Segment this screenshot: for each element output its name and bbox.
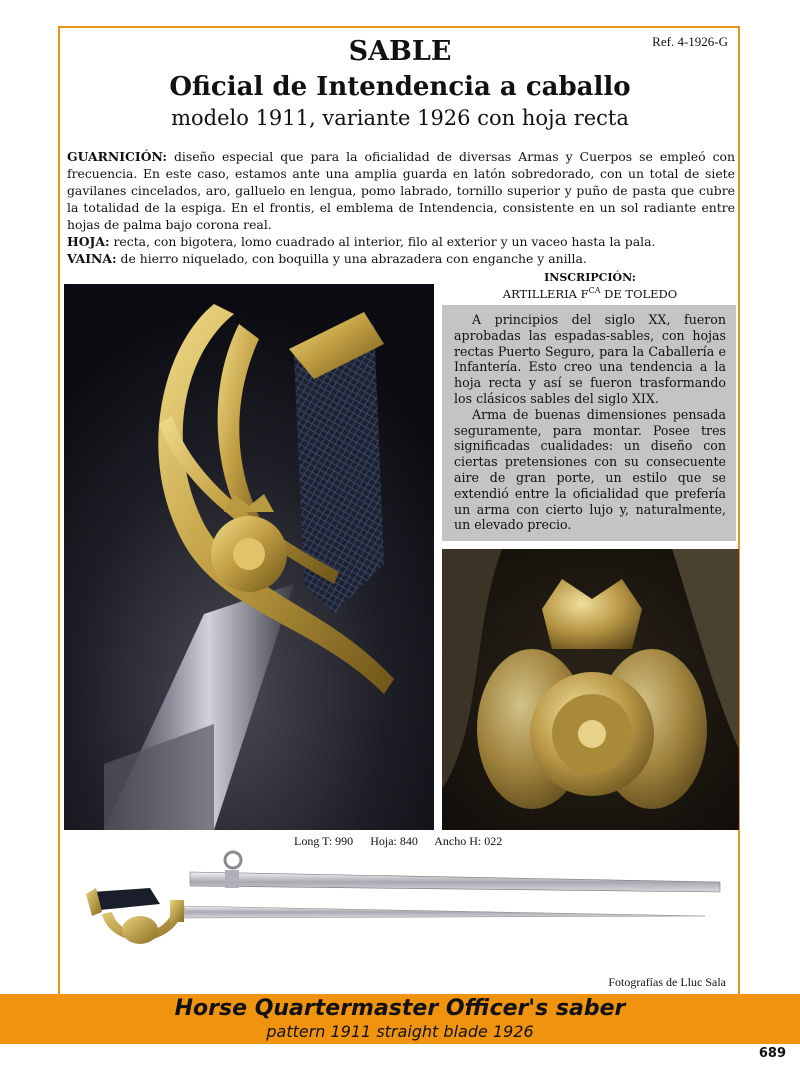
description-block bbox=[67, 148, 735, 267]
guarnicion-text: diseño especial que para la oficialidad de diversas Armas y Cuerpos se empleó con frecuencia. En este caso, estamos ante una amplia guarda en latón sobredorado, con un total de siete gavilanes cincelados, aro, galluelo en lengua, pomo labrado, tornillo superior y puño de pasta que cubre la totalidad de la espiga. En el frontis, el emblema de Intendencia, consistente en un sol radiante entre hojas de palma bajo corona real. bbox=[67, 149, 735, 232]
english-title: Horse Quartermaster Officer's saber bbox=[174, 996, 626, 1021]
vaina-text: de hierro niquelado, con boquilla y una abrazadera con enganche y anilla. bbox=[116, 251, 587, 266]
model-line: modelo 1911, variante 1926 con hoja recta bbox=[171, 106, 629, 130]
hoja-text: recta, con bigotera, lomo cuadrado al interior, filo al exterior y un vaceo hasta la pala. bbox=[109, 234, 656, 249]
note-paragraph-1: A principios del siglo XX, fueron aprobadas las espadas-sables, con hojas rectas Puerto Seguro, para la Caballería e Infantería. Esto creo una tendencia a la hoja recta y así se fueron trasformando los clásicos sables del siglo XIX. bbox=[454, 312, 726, 406]
english-subtitle: pattern 1911 straight blade 1926 bbox=[266, 1022, 534, 1041]
length-total: Long T: 990 bbox=[294, 834, 354, 848]
hilt-full bbox=[86, 888, 185, 944]
inscription-text: ARTILLERIA $F^{CA}$ DE TOLEDO bbox=[502, 286, 678, 301]
scabbard-full bbox=[190, 852, 720, 892]
full-sword-photo bbox=[80, 848, 730, 960]
inscription-label: INSCRIPCIÓN: bbox=[544, 271, 636, 284]
vaina-label: VAINA: bbox=[67, 251, 117, 266]
hilt-photo bbox=[64, 284, 434, 830]
note-box bbox=[442, 305, 736, 541]
hoja-label: HOJA: bbox=[67, 234, 110, 249]
hoja-paragraph bbox=[67, 233, 735, 250]
reference-number: Ref. 4-1926-G bbox=[652, 34, 728, 49]
guarnicion-paragraph bbox=[67, 148, 735, 233]
blade-width: Ancho H: 022 bbox=[434, 834, 503, 848]
sun-shape bbox=[530, 672, 654, 796]
dimensions bbox=[294, 834, 516, 849]
note-paragraph-2: Arma de buenas dimensiones pensada seguramente, para montar. Posee tres significadas cualidades: un diseño con ciertas pretensiones con su consecuente aire de gran porte, un estilo que se extendió entre la oficialidad que prefería un arma con cierto lujo y, naturalmente, un elevado precio. bbox=[454, 406, 726, 533]
blade-full bbox=[180, 906, 705, 918]
photo-credit: Fotografías de Lluc Sala bbox=[608, 975, 726, 989]
page-title: SABLE bbox=[348, 36, 452, 67]
emblem-detail-photo bbox=[442, 549, 739, 830]
guarnicion-label: GUARNICIÓN: bbox=[67, 149, 167, 164]
page-subtitle: Oficial de Intendencia a caballo bbox=[169, 72, 631, 102]
page-number: 689 bbox=[758, 1046, 786, 1061]
vaina-paragraph bbox=[67, 250, 735, 267]
blade-length: Hoja: 840 bbox=[370, 834, 418, 848]
